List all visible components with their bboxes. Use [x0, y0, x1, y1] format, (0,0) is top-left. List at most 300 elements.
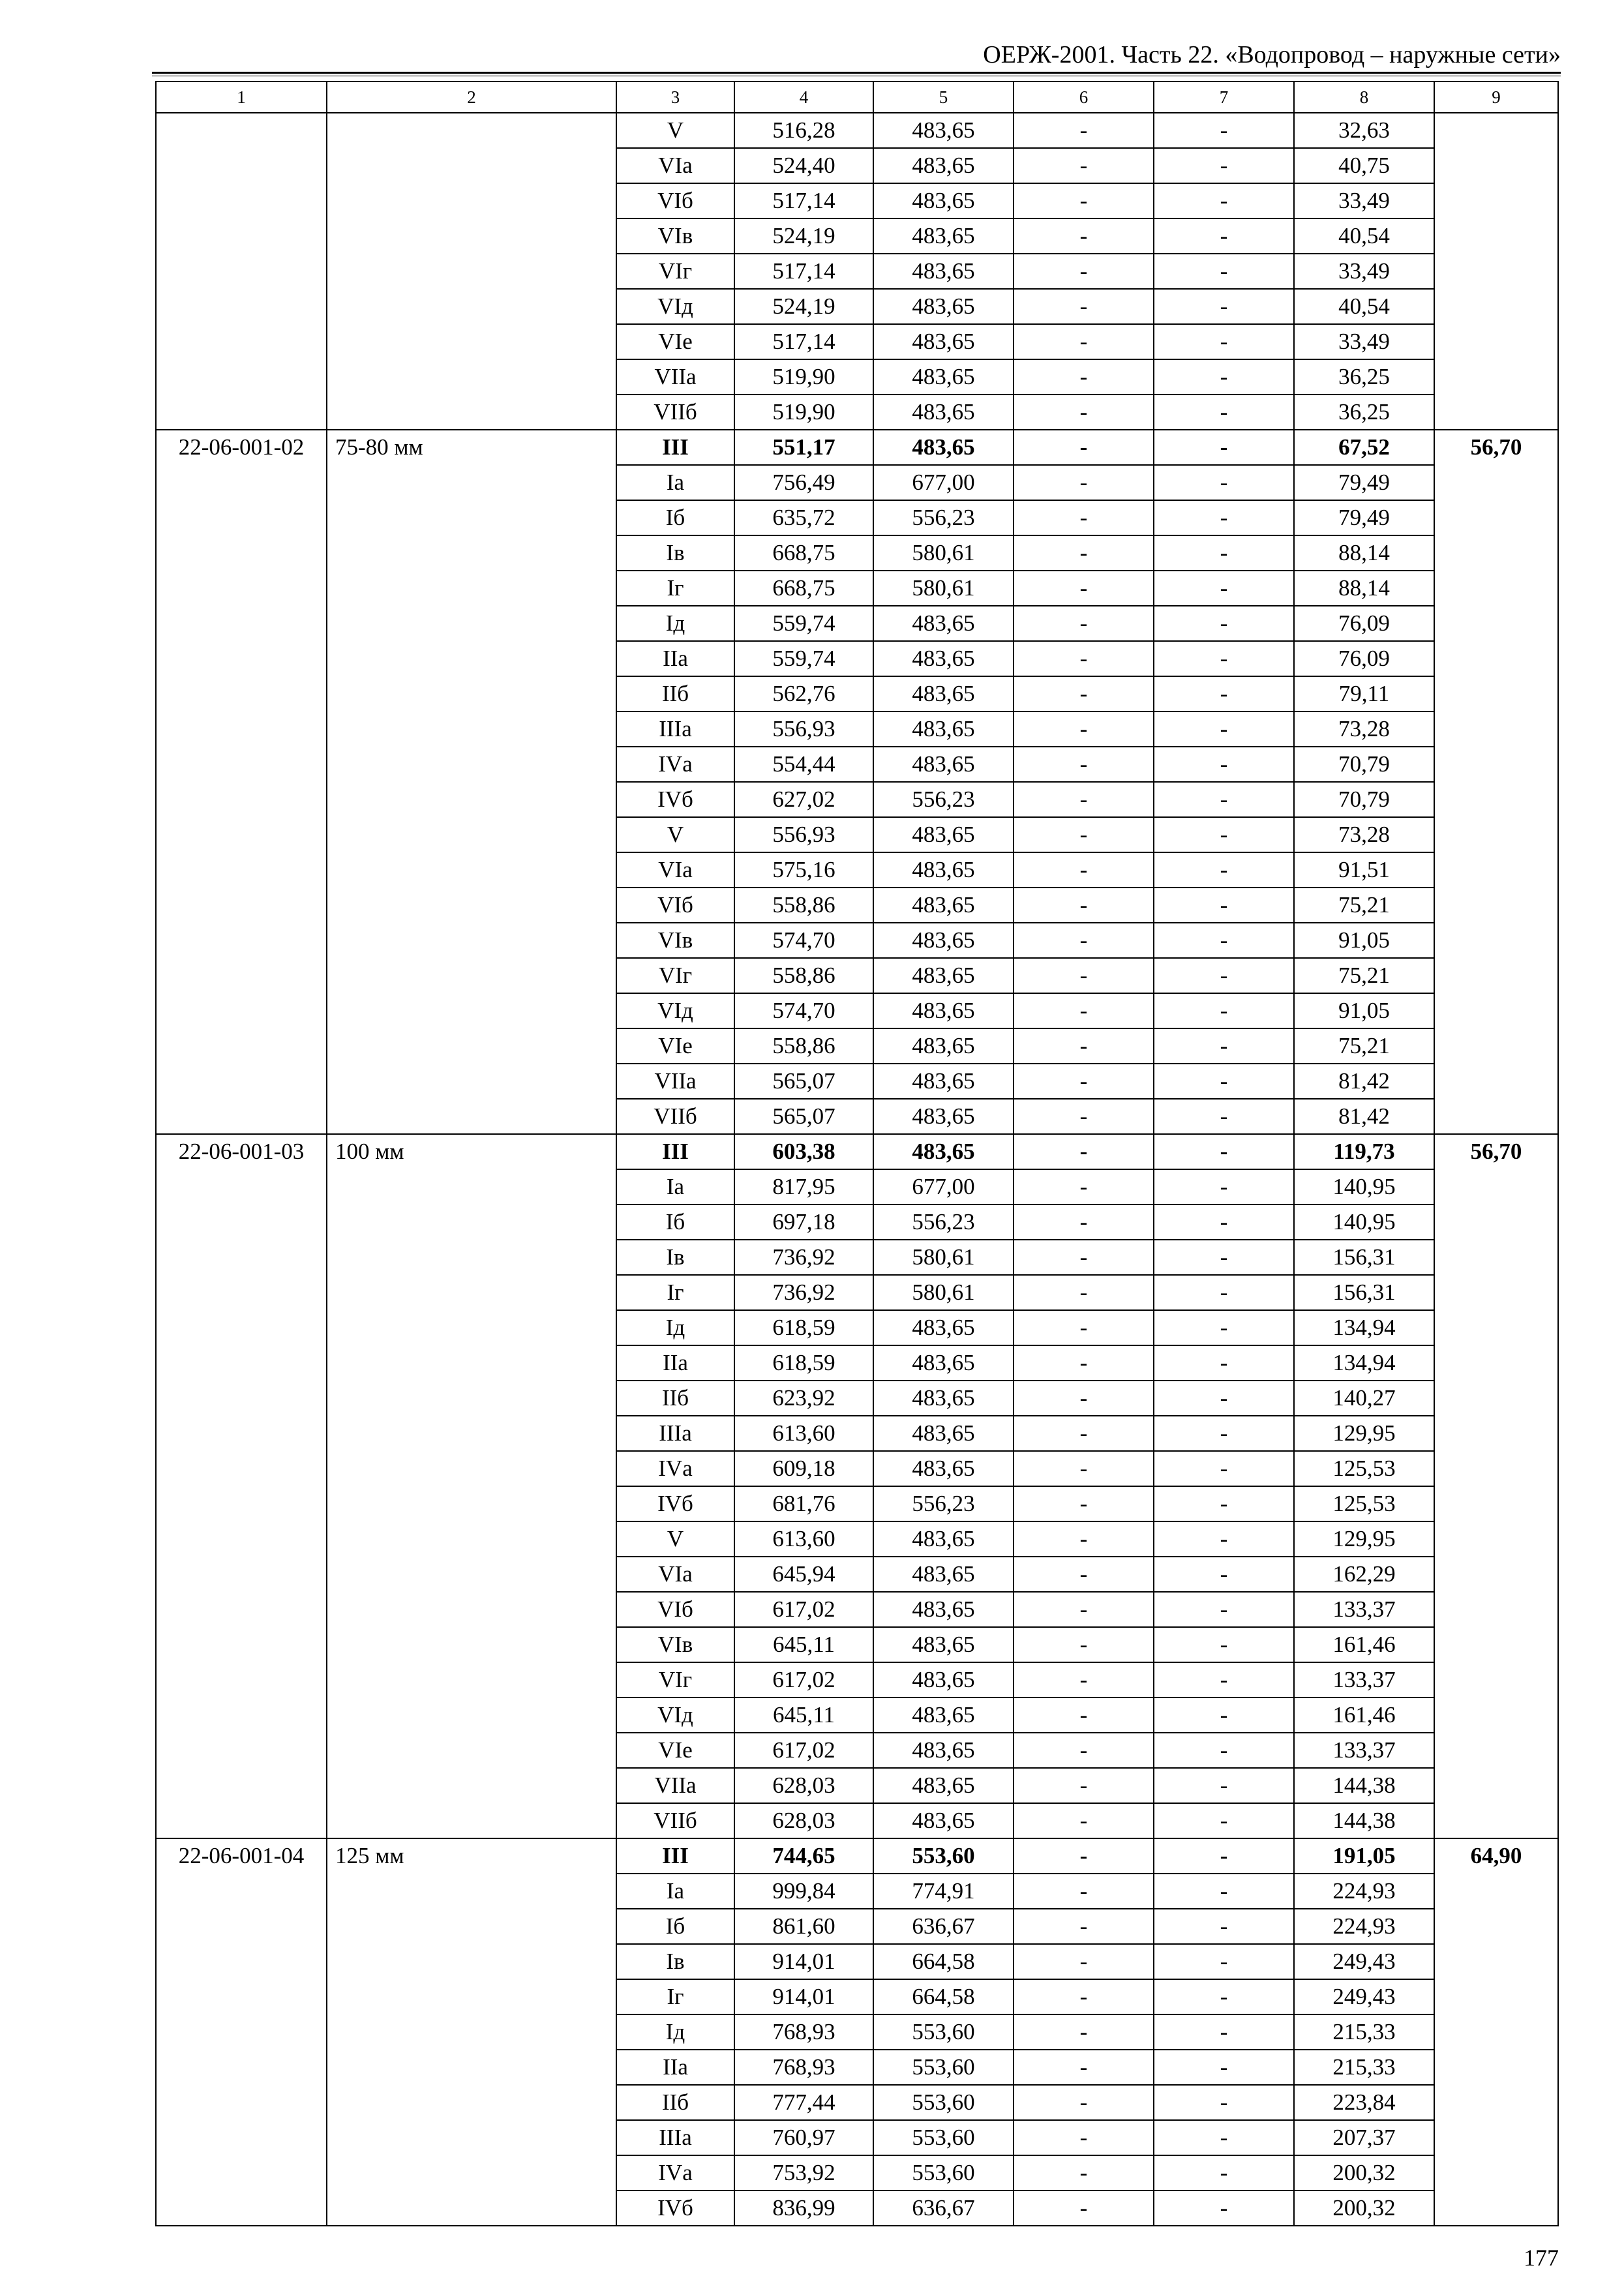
zone-cell: Iв — [616, 1944, 734, 1979]
col5-cell: 483,65 — [873, 1345, 1014, 1381]
zone-cell: Iв — [616, 535, 734, 571]
description-cell — [327, 113, 616, 430]
column-number-1: 1 — [156, 82, 327, 113]
col4-cell: 645,11 — [734, 1627, 873, 1662]
zone-cell: IIIа — [616, 2120, 734, 2155]
col7-cell: - — [1154, 2014, 1294, 2050]
column-number-2: 2 — [327, 82, 616, 113]
col4-cell: 628,03 — [734, 1768, 873, 1803]
col4-cell: 558,86 — [734, 888, 873, 923]
col5-cell: 483,65 — [873, 641, 1014, 676]
col8-cell: 70,79 — [1294, 747, 1434, 782]
zone-cell: III — [616, 1134, 734, 1169]
col5-cell: 553,60 — [873, 1838, 1014, 1874]
zone-cell: VIIа — [616, 359, 734, 395]
col8-cell: 224,93 — [1294, 1874, 1434, 1909]
col5-cell: 483,65 — [873, 852, 1014, 888]
col5-cell: 483,65 — [873, 1662, 1014, 1698]
col7-cell: - — [1154, 1451, 1294, 1486]
zone-cell: Iг — [616, 571, 734, 606]
col5-cell: 483,65 — [873, 359, 1014, 395]
col5-cell: 483,65 — [873, 1416, 1014, 1451]
col7-cell: - — [1154, 1240, 1294, 1275]
col8-cell: 156,31 — [1294, 1240, 1434, 1275]
col6-cell: - — [1014, 1275, 1154, 1310]
col4-cell: 559,74 — [734, 641, 873, 676]
col8-cell: 40,75 — [1294, 148, 1434, 183]
col8-cell: 76,09 — [1294, 606, 1434, 641]
col8-cell: 144,38 — [1294, 1768, 1434, 1803]
col8-cell: 73,28 — [1294, 817, 1434, 852]
col5-cell: 556,23 — [873, 782, 1014, 817]
zone-cell: IVа — [616, 1451, 734, 1486]
col4-cell: 681,76 — [734, 1486, 873, 1521]
col5-cell: 483,65 — [873, 1557, 1014, 1592]
col8-cell: 79,49 — [1294, 465, 1434, 500]
col4-cell: 768,93 — [734, 2050, 873, 2085]
col9-cell: 56,70 — [1434, 430, 1558, 1134]
col7-cell: - — [1154, 1064, 1294, 1099]
col4-cell: 519,90 — [734, 359, 873, 395]
table-row — [156, 1134, 1558, 1169]
col4-cell: 777,44 — [734, 2085, 873, 2120]
col6-cell: - — [1014, 993, 1154, 1028]
col8-cell: 32,63 — [1294, 113, 1434, 148]
col5-cell: 580,61 — [873, 1275, 1014, 1310]
zone-cell: Iг — [616, 1979, 734, 2014]
col8-cell: 134,94 — [1294, 1310, 1434, 1345]
zone-cell: IVа — [616, 747, 734, 782]
zone-cell: III — [616, 1838, 734, 1874]
col6-cell: - — [1014, 1169, 1154, 1204]
zone-cell: VIIб — [616, 395, 734, 430]
col6-cell: - — [1014, 888, 1154, 923]
col5-cell: 556,23 — [873, 1204, 1014, 1240]
col7-cell: - — [1154, 1733, 1294, 1768]
zone-cell: IIб — [616, 1381, 734, 1416]
col7-cell: - — [1154, 1275, 1294, 1310]
col4-cell: 736,92 — [734, 1275, 873, 1310]
col5-cell: 483,65 — [873, 254, 1014, 289]
zone-cell: IVа — [616, 2155, 734, 2191]
column-number-4: 4 — [734, 82, 873, 113]
col8-cell: 140,95 — [1294, 1169, 1434, 1204]
col7-cell: - — [1154, 1486, 1294, 1521]
col8-cell: 88,14 — [1294, 535, 1434, 571]
col6-cell: - — [1014, 2085, 1154, 2120]
col4-cell: 627,02 — [734, 782, 873, 817]
col5-cell: 483,65 — [873, 324, 1014, 359]
col4-cell: 817,95 — [734, 1169, 873, 1204]
col6-cell: - — [1014, 1979, 1154, 2014]
col8-cell: 134,94 — [1294, 1345, 1434, 1381]
col4-cell: 768,93 — [734, 2014, 873, 2050]
col4-cell: 574,70 — [734, 993, 873, 1028]
col4-cell: 736,92 — [734, 1240, 873, 1275]
col7-cell: - — [1154, 1416, 1294, 1451]
col7-cell: - — [1154, 852, 1294, 888]
col6-cell: - — [1014, 571, 1154, 606]
col7-cell: - — [1154, 676, 1294, 711]
col7-cell: - — [1154, 2155, 1294, 2191]
col5-cell: 483,65 — [873, 113, 1014, 148]
col4-cell: 551,17 — [734, 430, 873, 465]
zone-cell: VIд — [616, 993, 734, 1028]
col8-cell: 140,95 — [1294, 1204, 1434, 1240]
col8-cell: 133,37 — [1294, 1592, 1434, 1627]
col6-cell: - — [1014, 1557, 1154, 1592]
zone-cell: VIб — [616, 888, 734, 923]
col8-cell: 140,27 — [1294, 1381, 1434, 1416]
col8-cell: 215,33 — [1294, 2014, 1434, 2050]
col4-cell: 558,86 — [734, 958, 873, 993]
column-number-6: 6 — [1014, 82, 1154, 113]
col7-cell: - — [1154, 1134, 1294, 1169]
col4-cell: 744,65 — [734, 1838, 873, 1874]
col8-cell: 207,37 — [1294, 2120, 1434, 2155]
col7-cell: - — [1154, 711, 1294, 747]
col7-cell: - — [1154, 641, 1294, 676]
col6-cell: - — [1014, 641, 1154, 676]
col7-cell: - — [1154, 1662, 1294, 1698]
col4-cell: 645,11 — [734, 1698, 873, 1733]
col7-cell: - — [1154, 1944, 1294, 1979]
col4-cell: 618,59 — [734, 1310, 873, 1345]
col8-cell: 119,73 — [1294, 1134, 1434, 1169]
column-number-7: 7 — [1154, 82, 1294, 113]
col6-cell: - — [1014, 1310, 1154, 1345]
col4-cell: 603,38 — [734, 1134, 873, 1169]
col8-cell: 33,49 — [1294, 254, 1434, 289]
column-number-3: 3 — [616, 82, 734, 113]
col6-cell: - — [1014, 218, 1154, 254]
col6-cell: - — [1014, 852, 1154, 888]
col6-cell: - — [1014, 183, 1154, 218]
col4-cell: 628,03 — [734, 1803, 873, 1838]
page-number: 177 — [1524, 2245, 1559, 2271]
col8-cell: 129,95 — [1294, 1521, 1434, 1557]
col6-cell: - — [1014, 289, 1154, 324]
col7-cell: - — [1154, 1838, 1294, 1874]
col7-cell: - — [1154, 2191, 1294, 2226]
col8-cell: 249,43 — [1294, 1944, 1434, 1979]
col4-cell: 756,49 — [734, 465, 873, 500]
zone-cell: IIа — [616, 641, 734, 676]
col8-cell: 75,21 — [1294, 958, 1434, 993]
col7-cell: - — [1154, 1592, 1294, 1627]
description-cell: 125 мм — [327, 1838, 616, 2226]
col5-cell: 553,60 — [873, 2050, 1014, 2085]
col8-cell: 79,49 — [1294, 500, 1434, 535]
col7-cell: - — [1154, 1627, 1294, 1662]
col8-cell: 33,49 — [1294, 183, 1434, 218]
col6-cell: - — [1014, 782, 1154, 817]
col5-cell: 636,67 — [873, 1909, 1014, 1944]
zone-cell: IVб — [616, 782, 734, 817]
col4-cell: 617,02 — [734, 1592, 873, 1627]
col7-cell: - — [1154, 218, 1294, 254]
zone-cell: VIе — [616, 1028, 734, 1064]
col6-cell: - — [1014, 1521, 1154, 1557]
col5-cell: 483,65 — [873, 1099, 1014, 1134]
zone-cell: VIв — [616, 218, 734, 254]
col4-cell: 565,07 — [734, 1064, 873, 1099]
col6-cell: - — [1014, 254, 1154, 289]
col8-cell: 200,32 — [1294, 2191, 1434, 2226]
col7-cell: - — [1154, 1979, 1294, 2014]
col5-cell: 664,58 — [873, 1979, 1014, 2014]
col8-cell: 75,21 — [1294, 888, 1434, 923]
col6-cell: - — [1014, 2191, 1154, 2226]
col4-cell: 645,94 — [734, 1557, 873, 1592]
description-cell: 100 мм — [327, 1134, 616, 1838]
col6-cell: - — [1014, 535, 1154, 571]
col8-cell: 125,53 — [1294, 1451, 1434, 1486]
col5-cell: 483,65 — [873, 1310, 1014, 1345]
column-number-8: 8 — [1294, 82, 1434, 113]
col7-cell: - — [1154, 1028, 1294, 1064]
col6-cell: - — [1014, 2050, 1154, 2085]
col7-cell: - — [1154, 500, 1294, 535]
col7-cell: - — [1154, 1169, 1294, 1204]
col5-cell: 677,00 — [873, 1169, 1014, 1204]
col9-cell: 56,70 — [1434, 1134, 1558, 1838]
col7-cell: - — [1154, 817, 1294, 852]
col5-cell: 483,65 — [873, 148, 1014, 183]
zone-cell: IVб — [616, 2191, 734, 2226]
col4-cell: 697,18 — [734, 1204, 873, 1240]
col5-cell: 483,65 — [873, 817, 1014, 852]
col7-cell: - — [1154, 782, 1294, 817]
col4-cell: 623,92 — [734, 1381, 873, 1416]
table-row — [156, 1838, 1558, 1874]
zone-cell: V — [616, 1521, 734, 1557]
col5-cell: 580,61 — [873, 535, 1014, 571]
col6-cell: - — [1014, 2155, 1154, 2191]
col8-cell: 67,52 — [1294, 430, 1434, 465]
col6-cell: - — [1014, 1486, 1154, 1521]
zone-cell: Iб — [616, 1204, 734, 1240]
col5-cell: 553,60 — [873, 2085, 1014, 2120]
zone-cell: VIб — [616, 183, 734, 218]
rate-code-cell: 22-06-001-02 — [156, 430, 327, 1134]
col7-cell: - — [1154, 1768, 1294, 1803]
col8-cell: 156,31 — [1294, 1275, 1434, 1310]
col8-cell: 215,33 — [1294, 2050, 1434, 2085]
col6-cell: - — [1014, 1698, 1154, 1733]
col5-cell: 483,65 — [873, 430, 1014, 465]
col7-cell: - — [1154, 1521, 1294, 1557]
zone-cell: IIб — [616, 676, 734, 711]
col8-cell: 40,54 — [1294, 289, 1434, 324]
zone-cell: Iа — [616, 1169, 734, 1204]
col6-cell: - — [1014, 430, 1154, 465]
col8-cell: 36,25 — [1294, 359, 1434, 395]
col5-cell: 556,23 — [873, 1486, 1014, 1521]
col5-cell: 677,00 — [873, 465, 1014, 500]
col4-cell: 914,01 — [734, 1944, 873, 1979]
col5-cell: 664,58 — [873, 1944, 1014, 1979]
col5-cell: 483,65 — [873, 183, 1014, 218]
col8-cell: 70,79 — [1294, 782, 1434, 817]
column-number-9: 9 — [1434, 82, 1558, 113]
col5-cell: 483,65 — [873, 1381, 1014, 1416]
col6-cell: - — [1014, 1909, 1154, 1944]
col5-cell: 553,60 — [873, 2014, 1014, 2050]
col5-cell: 483,65 — [873, 1698, 1014, 1733]
col6-cell: - — [1014, 1134, 1154, 1169]
col5-cell: 483,65 — [873, 1064, 1014, 1099]
col4-cell: 635,72 — [734, 500, 873, 535]
col5-cell: 483,65 — [873, 606, 1014, 641]
col6-cell: - — [1014, 1768, 1154, 1803]
col4-cell: 524,19 — [734, 218, 873, 254]
col4-cell: 999,84 — [734, 1874, 873, 1909]
col6-cell: - — [1014, 1240, 1154, 1275]
col5-cell: 483,65 — [873, 1451, 1014, 1486]
col7-cell: - — [1154, 2050, 1294, 2085]
col5-cell: 483,65 — [873, 923, 1014, 958]
col5-cell: 483,65 — [873, 958, 1014, 993]
col6-cell: - — [1014, 113, 1154, 148]
col7-cell: - — [1154, 1698, 1294, 1733]
col5-cell: 556,23 — [873, 500, 1014, 535]
col5-cell: 483,65 — [873, 993, 1014, 1028]
col5-cell: 483,65 — [873, 1592, 1014, 1627]
col5-cell: 483,65 — [873, 1768, 1014, 1803]
zone-cell: VIд — [616, 289, 734, 324]
col6-cell: - — [1014, 1204, 1154, 1240]
zone-cell: VIIа — [616, 1064, 734, 1099]
col8-cell: 91,51 — [1294, 852, 1434, 888]
col8-cell: 81,42 — [1294, 1064, 1434, 1099]
col6-cell: - — [1014, 1028, 1154, 1064]
col5-cell: 483,65 — [873, 1521, 1014, 1557]
col7-cell: - — [1154, 747, 1294, 782]
zone-cell: VIIб — [616, 1803, 734, 1838]
col8-cell: 76,09 — [1294, 641, 1434, 676]
col7-cell: - — [1154, 430, 1294, 465]
zone-cell: Iд — [616, 1310, 734, 1345]
col7-cell: - — [1154, 958, 1294, 993]
col6-cell: - — [1014, 1733, 1154, 1768]
col4-cell: 575,16 — [734, 852, 873, 888]
col7-cell: - — [1154, 606, 1294, 641]
col4-cell: 565,07 — [734, 1099, 873, 1134]
col8-cell: 88,14 — [1294, 571, 1434, 606]
col6-cell: - — [1014, 676, 1154, 711]
col6-cell: - — [1014, 324, 1154, 359]
rate-code-cell: 22-06-001-03 — [156, 1134, 327, 1838]
col4-cell: 519,90 — [734, 395, 873, 430]
rates-table — [155, 81, 1559, 2226]
col5-cell: 483,65 — [873, 888, 1014, 923]
zone-cell: V — [616, 817, 734, 852]
zone-cell: VIе — [616, 324, 734, 359]
col7-cell: - — [1154, 1310, 1294, 1345]
col4-cell: 753,92 — [734, 2155, 873, 2191]
col5-cell: 553,60 — [873, 2120, 1014, 2155]
col8-cell: 133,37 — [1294, 1733, 1434, 1768]
col7-cell: - — [1154, 183, 1294, 218]
col6-cell: - — [1014, 958, 1154, 993]
col7-cell: - — [1154, 289, 1294, 324]
col6-cell: - — [1014, 1874, 1154, 1909]
zone-cell: VIб — [616, 1592, 734, 1627]
col6-cell: - — [1014, 1627, 1154, 1662]
col8-cell: 79,11 — [1294, 676, 1434, 711]
zone-cell: VIг — [616, 1662, 734, 1698]
col6-cell: - — [1014, 1838, 1154, 1874]
col6-cell: - — [1014, 1944, 1154, 1979]
col7-cell: - — [1154, 2120, 1294, 2155]
col8-cell: 162,29 — [1294, 1557, 1434, 1592]
zone-cell: Iб — [616, 1909, 734, 1944]
col7-cell: - — [1154, 1381, 1294, 1416]
col7-cell: - — [1154, 254, 1294, 289]
rate-code-cell — [156, 113, 327, 430]
col7-cell: - — [1154, 465, 1294, 500]
col6-cell: - — [1014, 395, 1154, 430]
col9-cell — [1434, 113, 1558, 430]
column-number-row — [156, 82, 1558, 113]
zone-cell: Iд — [616, 2014, 734, 2050]
col4-cell: 617,02 — [734, 1733, 873, 1768]
col7-cell: - — [1154, 359, 1294, 395]
col5-cell: 483,65 — [873, 676, 1014, 711]
col7-cell: - — [1154, 1099, 1294, 1134]
col5-cell: 580,61 — [873, 1240, 1014, 1275]
col8-cell: 91,05 — [1294, 993, 1434, 1028]
col5-cell: 580,61 — [873, 571, 1014, 606]
col7-cell: - — [1154, 1909, 1294, 1944]
col5-cell: 553,60 — [873, 2155, 1014, 2191]
col6-cell: - — [1014, 465, 1154, 500]
zone-cell: VIе — [616, 1733, 734, 1768]
col8-cell: 125,53 — [1294, 1486, 1434, 1521]
col8-cell: 36,25 — [1294, 395, 1434, 430]
col4-cell: 517,14 — [734, 183, 873, 218]
col8-cell: 40,54 — [1294, 218, 1434, 254]
col8-cell: 144,38 — [1294, 1803, 1434, 1838]
col7-cell: - — [1154, 1204, 1294, 1240]
col5-cell: 483,65 — [873, 747, 1014, 782]
col7-cell: - — [1154, 535, 1294, 571]
col6-cell: - — [1014, 1416, 1154, 1451]
col7-cell: - — [1154, 2085, 1294, 2120]
col8-cell: 161,46 — [1294, 1698, 1434, 1733]
col6-cell: - — [1014, 2014, 1154, 2050]
header-double-rule — [152, 72, 1561, 76]
col5-cell: 483,65 — [873, 1803, 1014, 1838]
col6-cell: - — [1014, 1662, 1154, 1698]
col4-cell: 914,01 — [734, 1979, 873, 2014]
col8-cell: 223,84 — [1294, 2085, 1434, 2120]
col8-cell: 224,93 — [1294, 1909, 1434, 1944]
description-cell: 75-80 мм — [327, 430, 616, 1134]
col7-cell: - — [1154, 1874, 1294, 1909]
col6-cell: - — [1014, 359, 1154, 395]
table-row — [156, 113, 1558, 148]
col4-cell: 617,02 — [734, 1662, 873, 1698]
zone-cell: IIа — [616, 1345, 734, 1381]
col8-cell: 73,28 — [1294, 711, 1434, 747]
col4-cell: 516,28 — [734, 113, 873, 148]
zone-cell: VIв — [616, 923, 734, 958]
col4-cell: 861,60 — [734, 1909, 873, 1944]
col4-cell: 558,86 — [734, 1028, 873, 1064]
col8-cell: 33,49 — [1294, 324, 1434, 359]
